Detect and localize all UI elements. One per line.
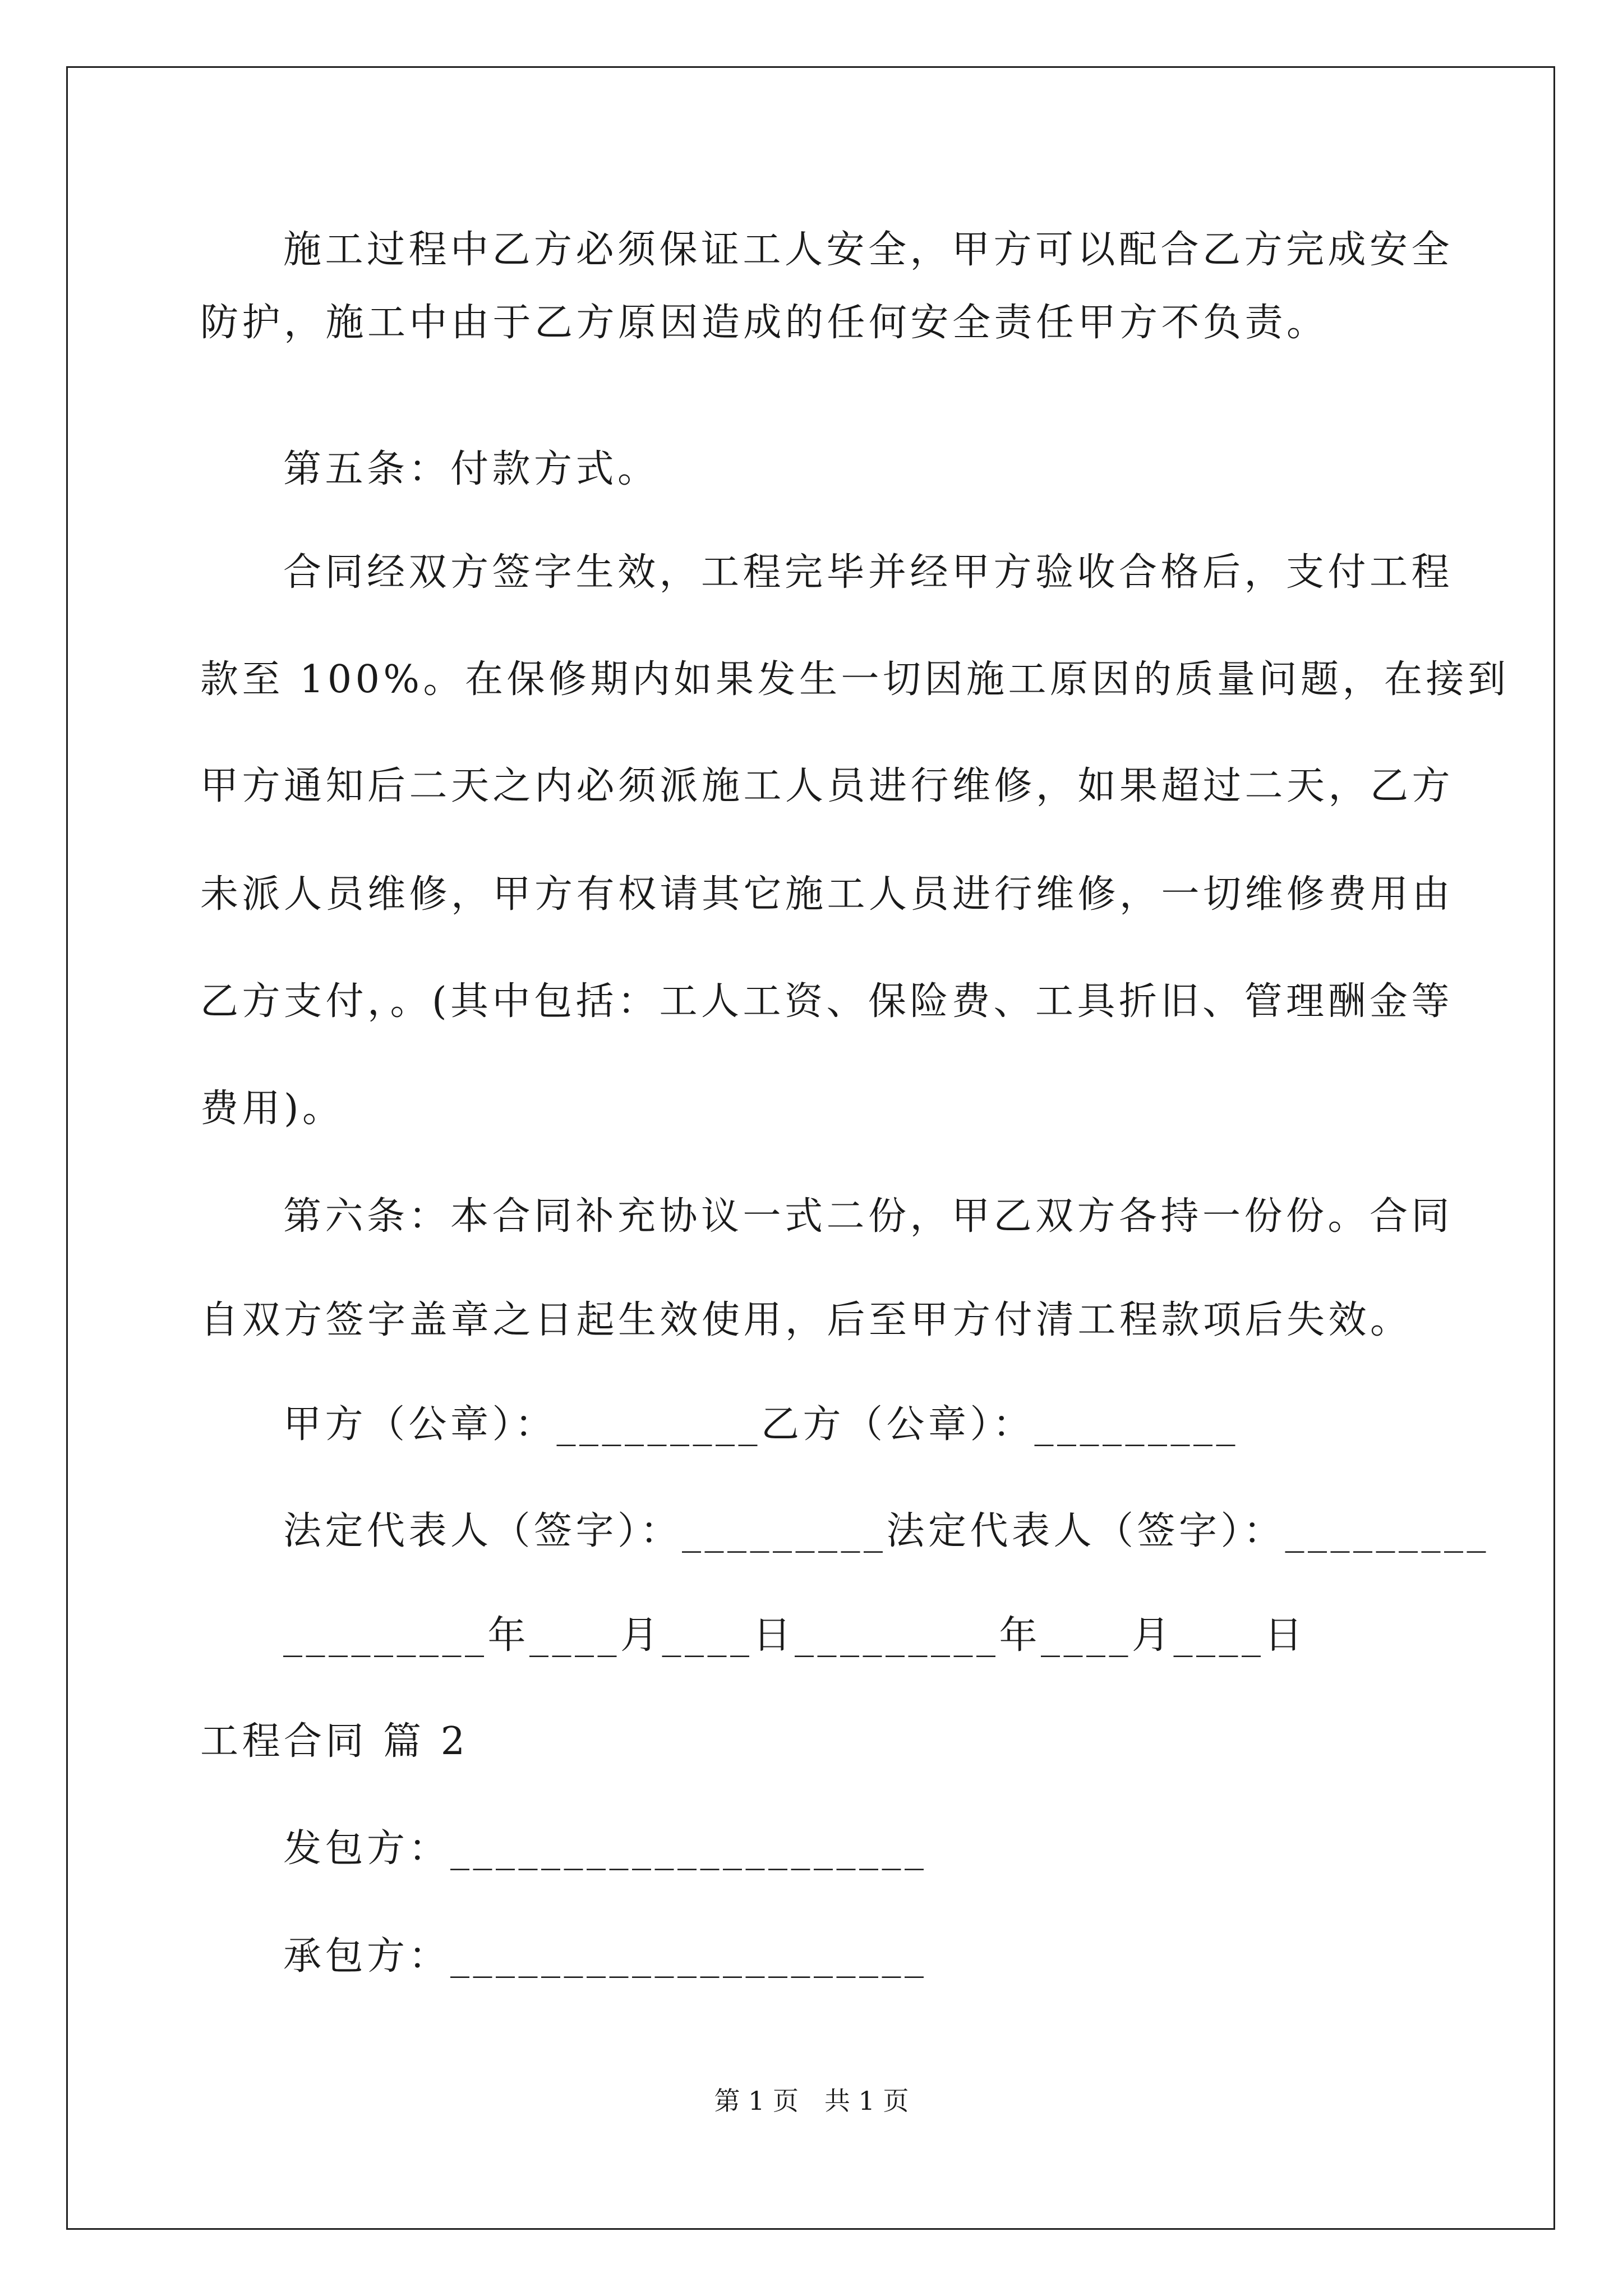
paragraph-line: 款至 100%。在保修期内如果发生一切因施工原因的质量问题，在接到 [200,657,1510,702]
paragraph-line: 乙方支付，。(其中包括：工人工资、保险费、工具折旧、管理酬金等 [200,979,1454,1024]
paragraph-line: 甲方通知后二天之内必须派施工人员进行维修，如果超过二天，乙方 [200,764,1454,808]
page-footer [0,2088,1623,2114]
paragraph-line: 自双方签字盖章之日起生效使用，后至甲方付清工程款项后失效。 [200,1298,1412,1342]
date-line: _________年____月____日_________年____月____日 [283,1613,1307,1658]
paragraph-line: 费用)。 [200,1087,344,1131]
contractor-line: 承包方：_____________________ [283,1934,928,1978]
seal-line: 甲方（公章）：_________乙方（公章）：_________ [283,1402,1239,1447]
page-number: 第 1 页 [714,2086,799,2116]
paragraph-line: 防护，施工中由于乙方原因造成的任何安全责任甲方不负责。 [200,301,1329,345]
paragraph-line: 合同经双方签字生效，工程完毕并经甲方验收合格后，支付工程 [283,550,1454,595]
employer-line: 发包方：_____________________ [283,1826,928,1871]
page-border [66,66,1555,2230]
page-total: 共 1 页 [824,2086,909,2116]
article-heading: 第五条：付款方式。 [283,447,660,491]
representative-line: 法定代表人（签字）：_________法定代表人（签字）：_________ [283,1509,1490,1553]
paragraph-line: 未派人员维修，甲方有权请其它施工人员进行维修，一切维修费用由 [200,872,1454,917]
article-heading: 第六条：本合同补充协议一式二份，甲乙双方各持一份份。合同 [283,1194,1454,1239]
paragraph-line: 施工过程中乙方必须保证工人安全，甲方可以配合乙方完成安全 [283,228,1454,272]
section-heading: 工程合同 篇 2 [200,1719,469,1764]
